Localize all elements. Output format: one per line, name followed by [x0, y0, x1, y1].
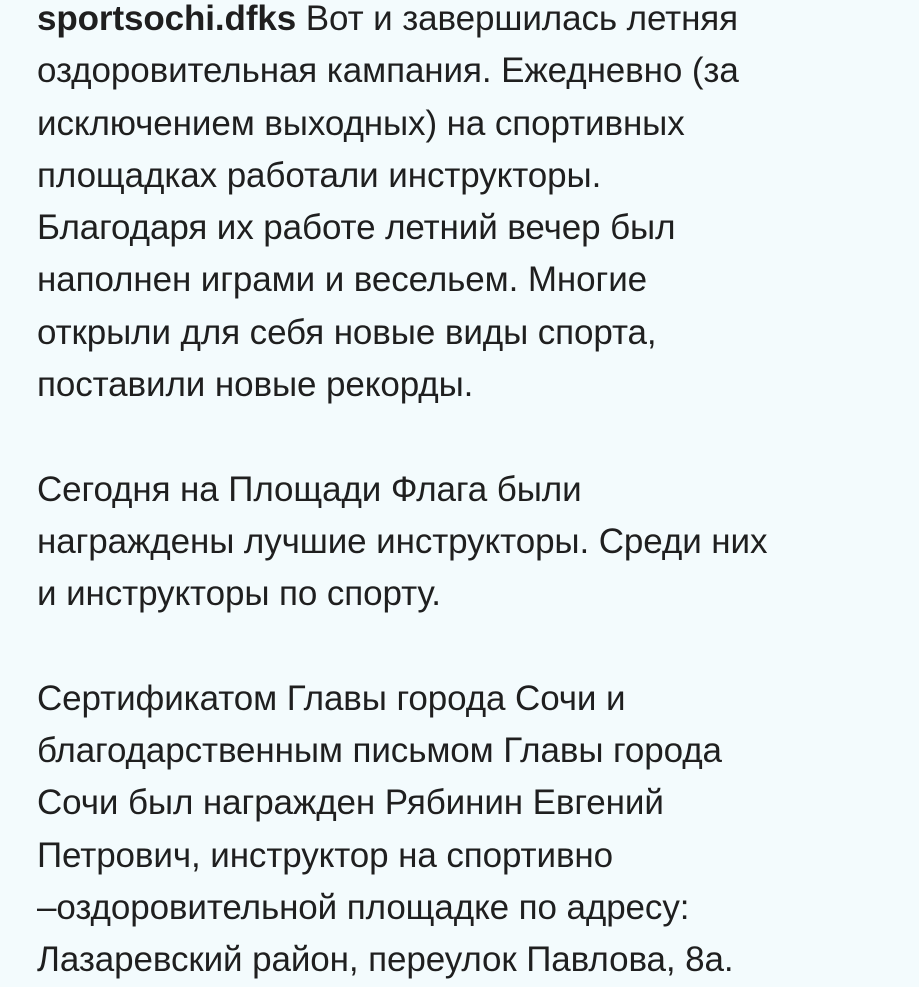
caption-paragraph-intro [37, 0, 899, 411]
caption-text-intro: Вот и завершилась летняя оздоровительная кампания. Ежедневно (за исключением выходных) на спортивных площадках работали инструкторы. Благодаря их работе летний вечер был наполнен играми и весельем. Многие открыли для себя новые виды спорта, поставили новые рекорды. [37, 0, 739, 405]
caption-paragraph-recipient: Сертификатом Главы города Сочи и благодарственным письмом Главы города Сочи был награжден Рябинин Евгений Петрович, инструктор на спортивно –оздоровительной площадке по адресу: Лазаревский район, переулок Павлова, 8а. [37, 678, 734, 980]
caption-paragraph-awards: Сегодня на Площади Флага были награждены лучшие инструкторы. Среди них и инструкторы по спорту. [37, 469, 768, 614]
username-link[interactable]: sportsochi.dfks [37, 0, 297, 38]
